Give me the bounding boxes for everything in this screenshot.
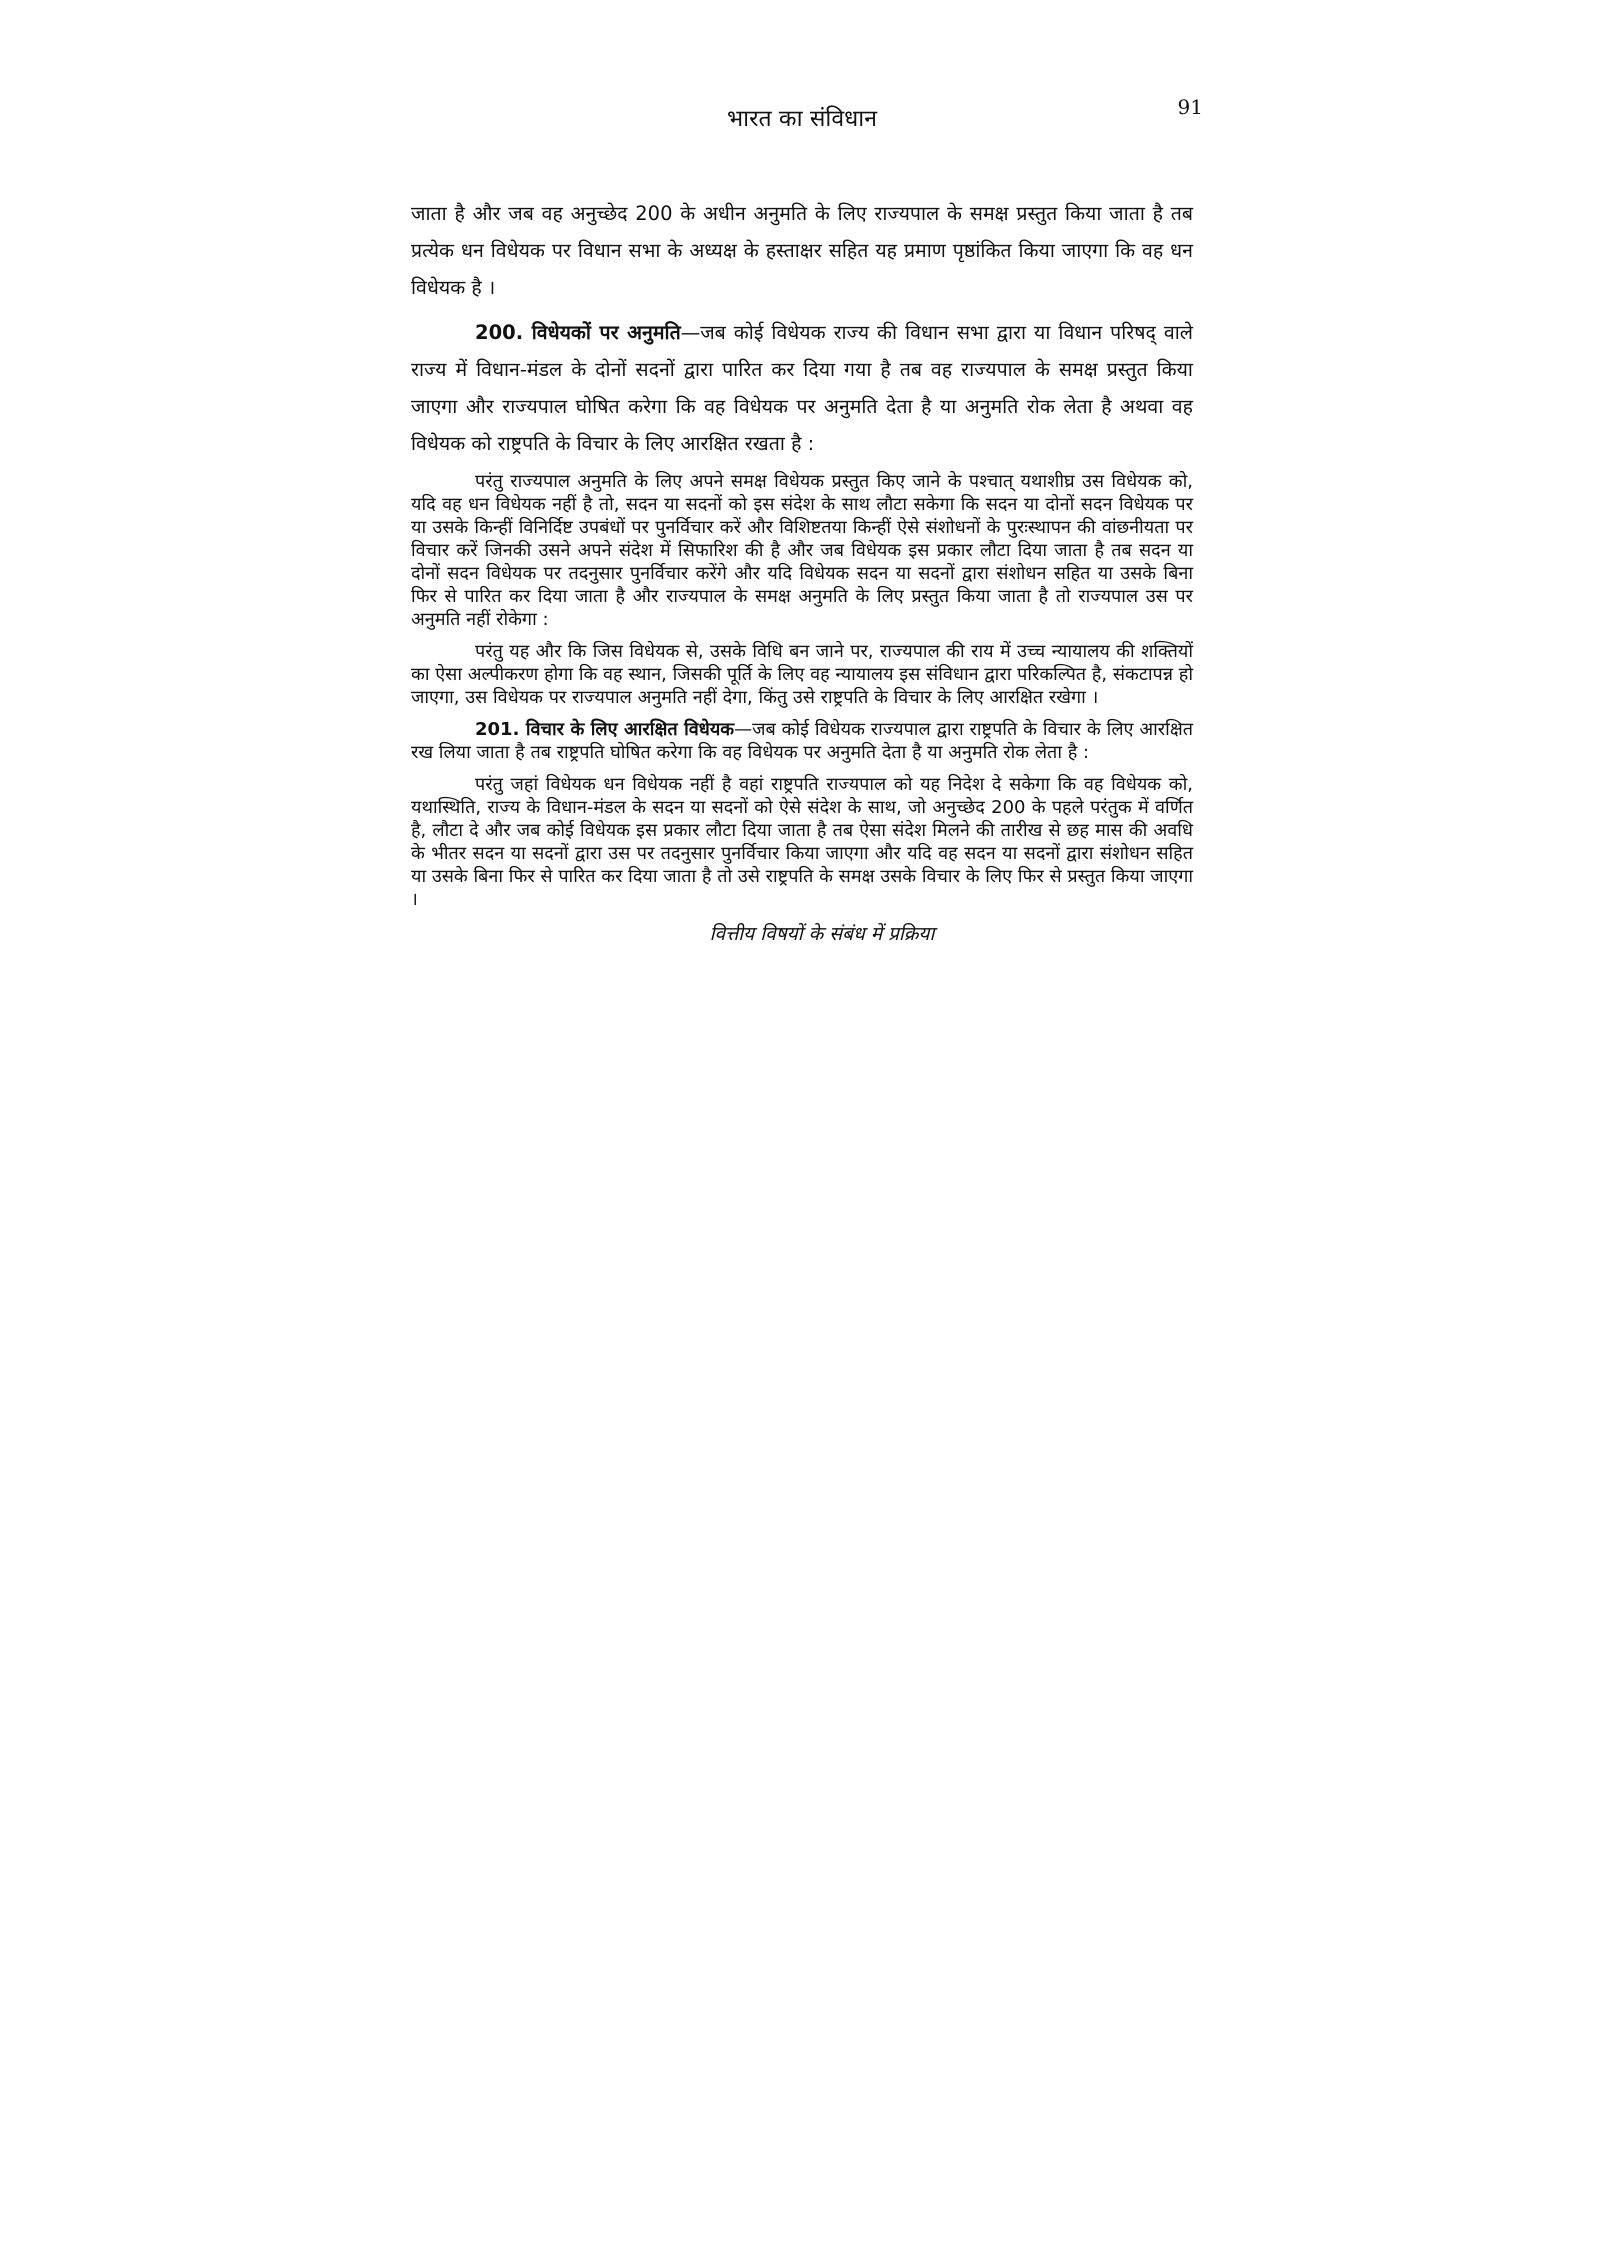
page-header: [411, 95, 1203, 143]
proviso-3: परंतु जहां विधेयक धन विधेयक नहीं है वहां राष्ट्रपति राज्यपाल को यह निदेश दे सकेगा कि वह विधेयक को, यथास्थिति, राज्य के विधान-मंडल के सदन या सदनों को ऐसे संदेश के साथ, जो अनुच्छेद 200 के पहले परंतुक में वर्णित है, लौटा दे और जब कोई विधेयक इस प्रकार लौटा दिया जाता है तब ऐसा संदेश मिलने की तारीख से छह मास की अवधि के भीतर सदन या सदनों द्वारा उस पर तदनुसार पुनर्विचार किया जाएगा और यदि वह सदन या सदनों द्वारा संशोधन सहित या उसके बिना फिर से पारित कर दिया जाता है तो उसे राष्ट्रपति के समक्ष उसके विचार के लिए फिर से प्रस्तुत किया जाएगा ।: [411, 774, 1193, 910]
section-heading: वित्तीय विषयों के संबंध में प्रक्रिया: [709, 923, 935, 945]
document-page: [411, 95, 1203, 946]
proviso-2: परंतु यह और कि जिस विधेयक से, उसके विधि बन जाने पर, राज्यपाल की राय में उच्च न्यायालय की शक्तियों का ऐसा अल्पीकरण होगा कि वह स्थान, जिसकी पूर्ति के लिए वह न्यायालय इस संविधान द्वारा परिकल्पित है, संकटापन्न हो जाएगा, उस विधेयक पर राज्यपाल अनुमति नहीं देगा, किंतु उसे राष्ट्रपति के विचार के लिए आरक्षित रखेगा ।: [411, 641, 1193, 708]
article-200: [411, 314, 1193, 462]
running-title: भारत का संविधान: [726, 106, 878, 132]
article-200-text: —जब कोई विधेयक राज्य की विधान सभा द्वारा या विधान परिषद् वाले राज्य में विधान-मंडल के दोनों सदनों द्वारा पारित कर दिया गया है तब वह राज्यपाल के समक्ष प्रस्तुत किया जाएगा और राज्यपाल घोषित करेगा कि वह विधेयक पर अनुमति देता है या अनुमति रोक लेता है अथवा वह विधेयक को राष्ट्रपति के विचार के लिए आरक्षित रखता है :: [411, 321, 1193, 455]
page-number: 91: [1177, 95, 1203, 119]
article-201: [411, 718, 1193, 764]
article-200-heading: 200. विधेयकों पर अनुमति: [475, 321, 681, 344]
article-201-heading: 201. विचार के लिए आरक्षित विधेयक: [475, 719, 735, 740]
document-body: [411, 195, 1193, 946]
continued-paragraph: जाता है और जब वह अनुच्छेद 200 के अधीन अनुमति के लिए राज्यपाल के समक्ष प्रस्तुत किया जाता है तब प्रत्येक धन विधेयक पर विधान सभा के अध्यक्ष के हस्ताक्षर सहित यह प्रमाण पृष्ठांकित किया जाएगा कि वह धन विधेयक है ।: [411, 202, 1193, 299]
proviso-1: परंतु राज्यपाल अनुमति के लिए अपने समक्ष विधेयक प्रस्तुत किए जाने के पश्चात् यथाशीघ्र उस विधेयक को, यदि वह धन विधेयक नहीं है तो, सदन या सदनों को इस संदेश के साथ लौटा सकेगा कि सदन या दोनों सदन विधेयक पर या उसके किन्हीं विनिर्दिष्ट उपबंधों पर पुनर्विचार करें और विशिष्टतया किन्हीं ऐसे संशोधनों के पुरःस्थापन की वांछनीयता पर विचार करें जिनकी उसने अपने संदेश में सिफारिश की है और जब विधेयक इस प्रकार लौटा दिया जाता है तब सदन या दोनों सदन विधेयक पर तदनुसार पुनर्विचार करेंगे और यदि विधेयक सदन या सदनों द्वारा संशोधन सहित या उसके बिना फिर से पारित कर दिया जाता है और राज्यपाल के समक्ष अनुमति के लिए प्रस्तुत किया जाता है तो राज्यपाल उस पर अनुमति नहीं रोकेगा :: [411, 471, 1193, 630]
article-201-text: —जब कोई विधेयक राज्यपाल द्वारा राष्ट्रपति के विचार के लिए आरक्षित रख लिया जाता है तब राष्ट्रपति घोषित करेगा कि वह विधेयक पर अनुमति देता है या अनुमति रोक लेता है :: [411, 719, 1193, 763]
